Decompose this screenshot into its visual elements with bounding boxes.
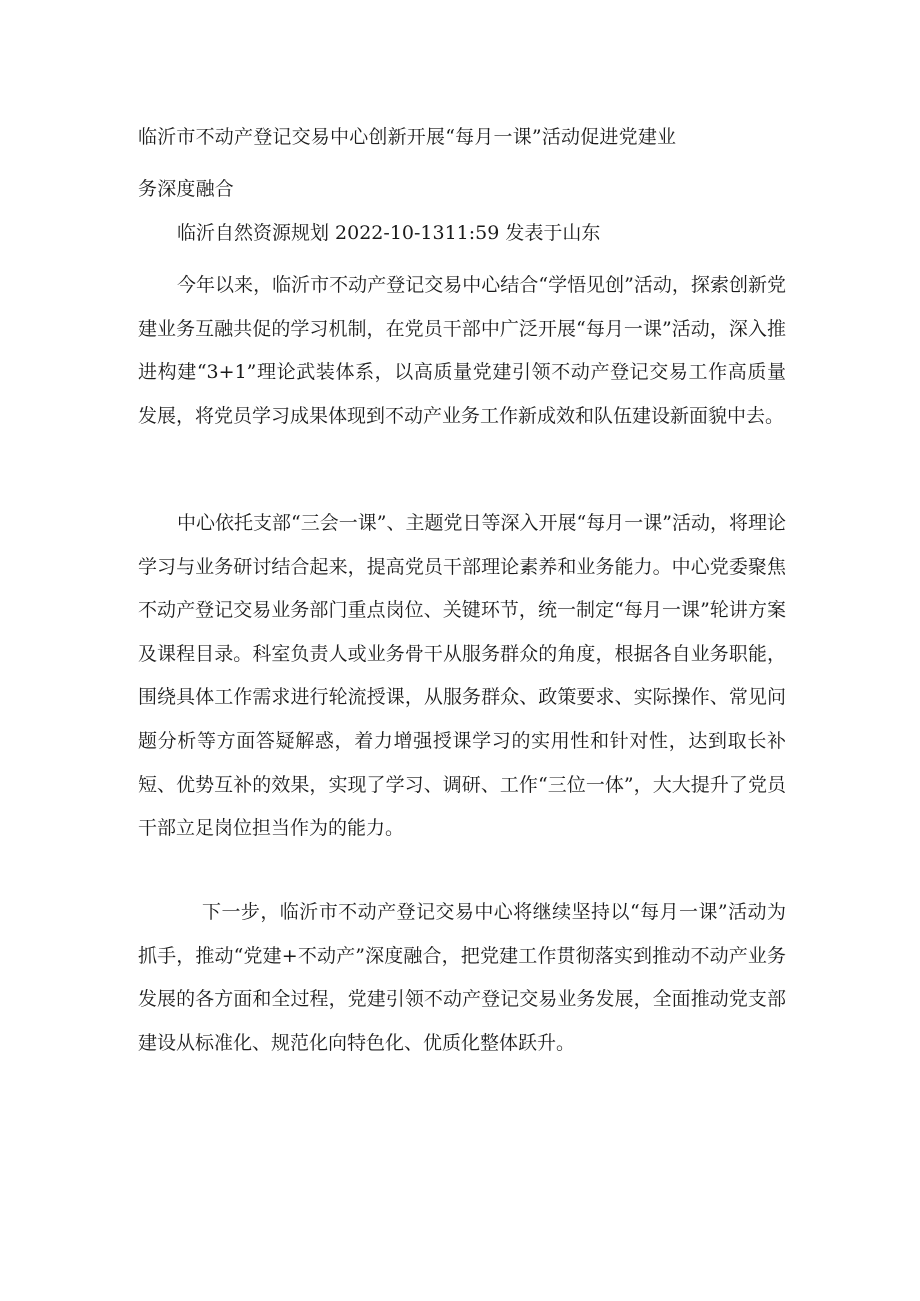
article-byline: 临沂自然资源规划 2022-10-1311:59 发表于山东 bbox=[177, 222, 601, 244]
body-paragraph-1: 今年以来，临沂市不动产登记交易中心结合“学悟见创”活动，探索创新党建业务互融共促的学习机制，在党员干部中广泛开展“每月一课”活动，深入推进构建“3+1”理论武装体系，以高质量党建引领不动产登记交易工作高质量发展，将党员学习成果体现到不动产业务工作新成效和队伍建设新面貌中去。 bbox=[138, 274, 786, 427]
article-title-line-2: 务深度融合 bbox=[138, 178, 235, 200]
body-paragraph-2: 中心依托支部“三会一课”、主题党日等深入开展“每月一课”活动，将理论学习与业务研讨结合起来，提高党员干部理论素养和业务能力。中心党委聚焦不动产登记交易业务部门重点岗位、关键环节，统一制定“每月一课”轮讲方案及课程目录。科室负责人或业务骨干从服务群众的角度，根据各自业务职能，围绕具体工作需求进行轮流授课，从服务群众、政策要求、实际操作、常见问题分析等方面答疑解惑，着力增强授课学习的实用性和针对性，达到取长补短、优势互补的效果，实现了学习、调研、工作“三位一体”，大大提升了党员干部立足岗位担当作为的能力。 bbox=[138, 512, 786, 840]
body-paragraph-3: 下一步，临沂市不动产登记交易中心将继续坚持以“每月一课”活动为抓手，推动“党建+不动产”深度融合，把党建工作贯彻落实到推动不动产业务发展的各方面和全过程，党建引领不动产登记交易业务发展，全面推动党支部建设从标准化、规范化向特色化、优质化整体跃升。 bbox=[138, 901, 786, 1054]
article-title-line-1: 临沂市不动产登记交易中心创新开展“每月一课”活动促进党建业 bbox=[138, 126, 677, 148]
